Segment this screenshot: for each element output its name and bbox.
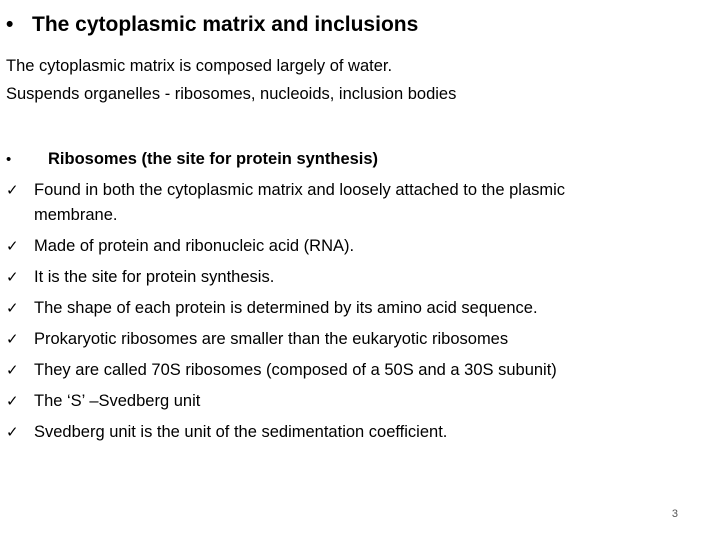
list-item [6,355,706,386]
checkmark-icon: ✓ [6,331,19,348]
checkmark-icon: ✓ [6,182,19,199]
title-text: The cytoplasmic matrix and inclusions [32,13,419,36]
intro-line: The cytoplasmic matrix is composed largely of water. [6,57,393,75]
checkmark-icon: ✓ [6,238,19,255]
list-item-text: Svedberg unit is the unit of the sedimentation coefficient. [34,423,448,441]
list-item-line: Found in both the cytoplasmic matrix and loosely attached to the plasmic [34,181,566,199]
list-item [6,262,706,293]
list-item-text: The ‘S’ –Svedberg unit [34,392,201,410]
list-item [6,417,706,448]
list-item [6,293,706,324]
checkmark-icon: ✓ [6,424,19,441]
intro-text [6,52,456,108]
intro-line: Suspends organelles - ribosomes, nucleoids, inclusion bodies [6,85,457,103]
list-heading [6,144,706,175]
bullet-icon: • [6,151,12,168]
ribosome-list [6,144,706,448]
list-item-text [34,175,706,231]
list-item-text: Made of protein and ribonucleic acid (RNA). [34,237,355,255]
checkmark-icon: ✓ [6,362,19,379]
list-item-text: The shape of each protein is determined by its amino acid sequence. [34,299,538,317]
list-item [6,386,706,417]
list-heading-text: Ribosomes (the site for protein synthesis) [48,150,379,168]
checkmark-icon: ✓ [6,269,19,286]
list-item [6,324,706,355]
page-number: 3 [671,508,678,520]
slide-title [6,12,418,38]
list-item-line: membrane. [34,206,118,224]
list-item-text: Prokaryotic ribosomes are smaller than the eukaryotic ribosomes [34,330,509,348]
checkmark-icon: ✓ [6,300,19,317]
checkmark-icon: ✓ [6,393,19,410]
title-bullet: • [6,13,14,36]
list-item [6,231,706,262]
list-item [6,175,706,231]
list-item-text: They are called 70S ribosomes (composed of a 50S and a 30S subunit) [34,361,557,379]
list-item-text: It is the site for protein synthesis. [34,268,275,286]
